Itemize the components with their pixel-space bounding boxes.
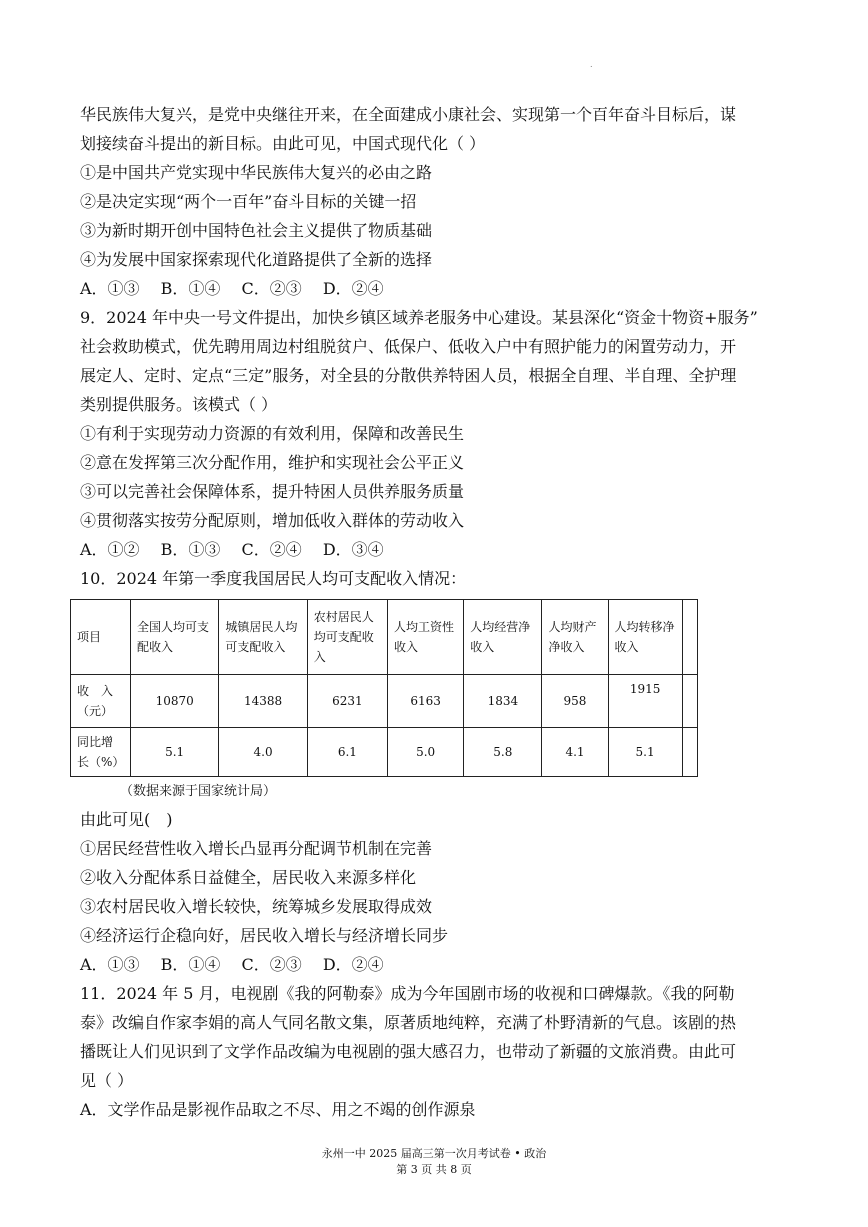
- footer-exam-title: 永州一中 2025 届高三第一次月考试卷 • 政治: [321, 1147, 547, 1160]
- table-header-cell: 城镇居民人均可支配收入: [219, 600, 307, 675]
- answer-choices: A．①② B．①③ C．②④ D．③④: [80, 540, 384, 559]
- option-line: ①是中国共产党实现中华民族伟大复兴的必由之路: [80, 163, 433, 182]
- table-cell: 4.0: [219, 728, 307, 777]
- text-line: 展定人、定时、定点“三定”服务，对全县的分散供养特困人员，根据全自理、半自理、全护理: [80, 366, 737, 385]
- table-blank-cell: [682, 675, 697, 728]
- table-cell: 958: [542, 675, 608, 728]
- table-header-cell: 人均财产净收入: [542, 600, 608, 675]
- table-cell: 6231: [307, 675, 387, 728]
- table-cell: 1834: [464, 675, 542, 728]
- table-row-label: 收 入（元）: [71, 675, 131, 728]
- page-content: [77, 100, 792, 1124]
- table-row-label: 同比增长（%）: [71, 728, 131, 777]
- option-line: ③可以完善社会保障体系，提升特困人员供养服务质量: [80, 482, 465, 501]
- text-line: 播既让人们见识到了文学作品改编为电视剧的强大感召力，也带动了新疆的文旅消费。由此可: [80, 1042, 737, 1061]
- table-row: [71, 675, 698, 728]
- table-row: [71, 728, 698, 777]
- text-line: 见（ ）: [80, 1071, 134, 1090]
- text-line: 由此可见( ): [80, 810, 173, 829]
- scan-mark: .: [590, 60, 593, 69]
- table-header-cell: 全国人均可支配收入: [130, 600, 218, 675]
- text-line: 泰》改编自作家李娟的高人气同名散文集，原著质地纯粹，充满了朴野清新的气息。该剧的热: [80, 1013, 737, 1032]
- text-line: 社会救助模式，优先聘用周边村组脱贫户、低保户、低收入户中有照护能力的闲置劳动力，开: [80, 337, 737, 356]
- option-line: ②意在发挥第三次分配作用，维护和实现社会公平正义: [80, 453, 465, 472]
- table-cell: 4.1: [542, 728, 608, 777]
- table-cell: 5.1: [608, 728, 682, 777]
- income-table: [70, 599, 698, 777]
- table-cell: 14388: [219, 675, 307, 728]
- question-9: 9．2024 年中央一号文件提出，加快乡镇区域养老服务中心建设。某县深化“资金十物资+服务”: [80, 308, 758, 327]
- option-line: ②是决定实现“两个一百年”奋斗目标的关键一招: [80, 192, 417, 211]
- table-cell: 5.1: [130, 728, 218, 777]
- answer-choices: A．①③ B．①④ C．②③ D．②④: [80, 279, 384, 298]
- table-cell: 1915: [608, 675, 682, 728]
- table-cell: 5.0: [388, 728, 464, 777]
- text-line: 类别提供服务。该模式（ ）: [80, 395, 278, 414]
- footer-page-number: 第 3 页 共 8 页: [396, 1163, 472, 1176]
- option-line: ①有利于实现劳动力资源的有效利用，保障和改善民生: [80, 424, 465, 443]
- question-11: 11．2024 年 5 月，电视剧《我的阿勒泰》成为今年国剧市场的收视和口碑爆款。《我的阿勒: [80, 984, 735, 1003]
- option-line: ②收入分配体系日益健全，居民收入来源多样化: [80, 868, 417, 887]
- table-source-note: （数据来源于国家统计局）: [120, 784, 277, 799]
- table-header-cell: 人均转移净收入: [608, 600, 682, 675]
- table-blank-cell: [682, 728, 697, 777]
- answer-choices: A．①③ B．①④ C．②③ D．②④: [80, 955, 384, 974]
- option-line: ④为发展中国家探索现代化道路提供了全新的选择: [80, 250, 433, 269]
- text-line: 华民族伟大复兴，是党中央继往开来，在全面建成小康社会、实现第一个百年奋斗目标后，谋: [80, 105, 737, 124]
- option-line: ①居民经营性收入增长凸显再分配调节机制在完善: [80, 839, 433, 858]
- option-line: A．文学作品是影视作品取之不尽、用之不竭的创作源泉: [80, 1100, 476, 1119]
- table-header-cell: 项目: [71, 600, 131, 675]
- table-header-cell: 人均经营净收入: [464, 600, 542, 675]
- table-header-cell: 农村居民人均可支配收入: [307, 600, 387, 675]
- table-cell: 6.1: [307, 728, 387, 777]
- table-cell: 6163: [388, 675, 464, 728]
- option-line: ③农村居民收入增长较快，统筹城乡发展取得成效: [80, 897, 433, 916]
- text-line: 划接续奋斗提出的新目标。由此可见，中国式现代化（ ）: [80, 134, 486, 153]
- table-cell: 5.8: [464, 728, 542, 777]
- option-line: ③为新时期开创中国特色社会主义提供了物质基础: [80, 221, 433, 240]
- table-header-cell: 人均工资性收入: [388, 600, 464, 675]
- question-10: 10．2024 年第一季度我国居民人均可支配收入情况：: [80, 569, 467, 588]
- table-header-row: [71, 600, 698, 675]
- table-blank-cell: [682, 600, 697, 675]
- option-line: ④经济运行企稳向好，居民收入增长与经济增长同步: [80, 926, 449, 945]
- option-line: ④贯彻落实按劳分配原则，增加低收入群体的劳动收入: [80, 511, 465, 530]
- table-cell: 10870: [130, 675, 218, 728]
